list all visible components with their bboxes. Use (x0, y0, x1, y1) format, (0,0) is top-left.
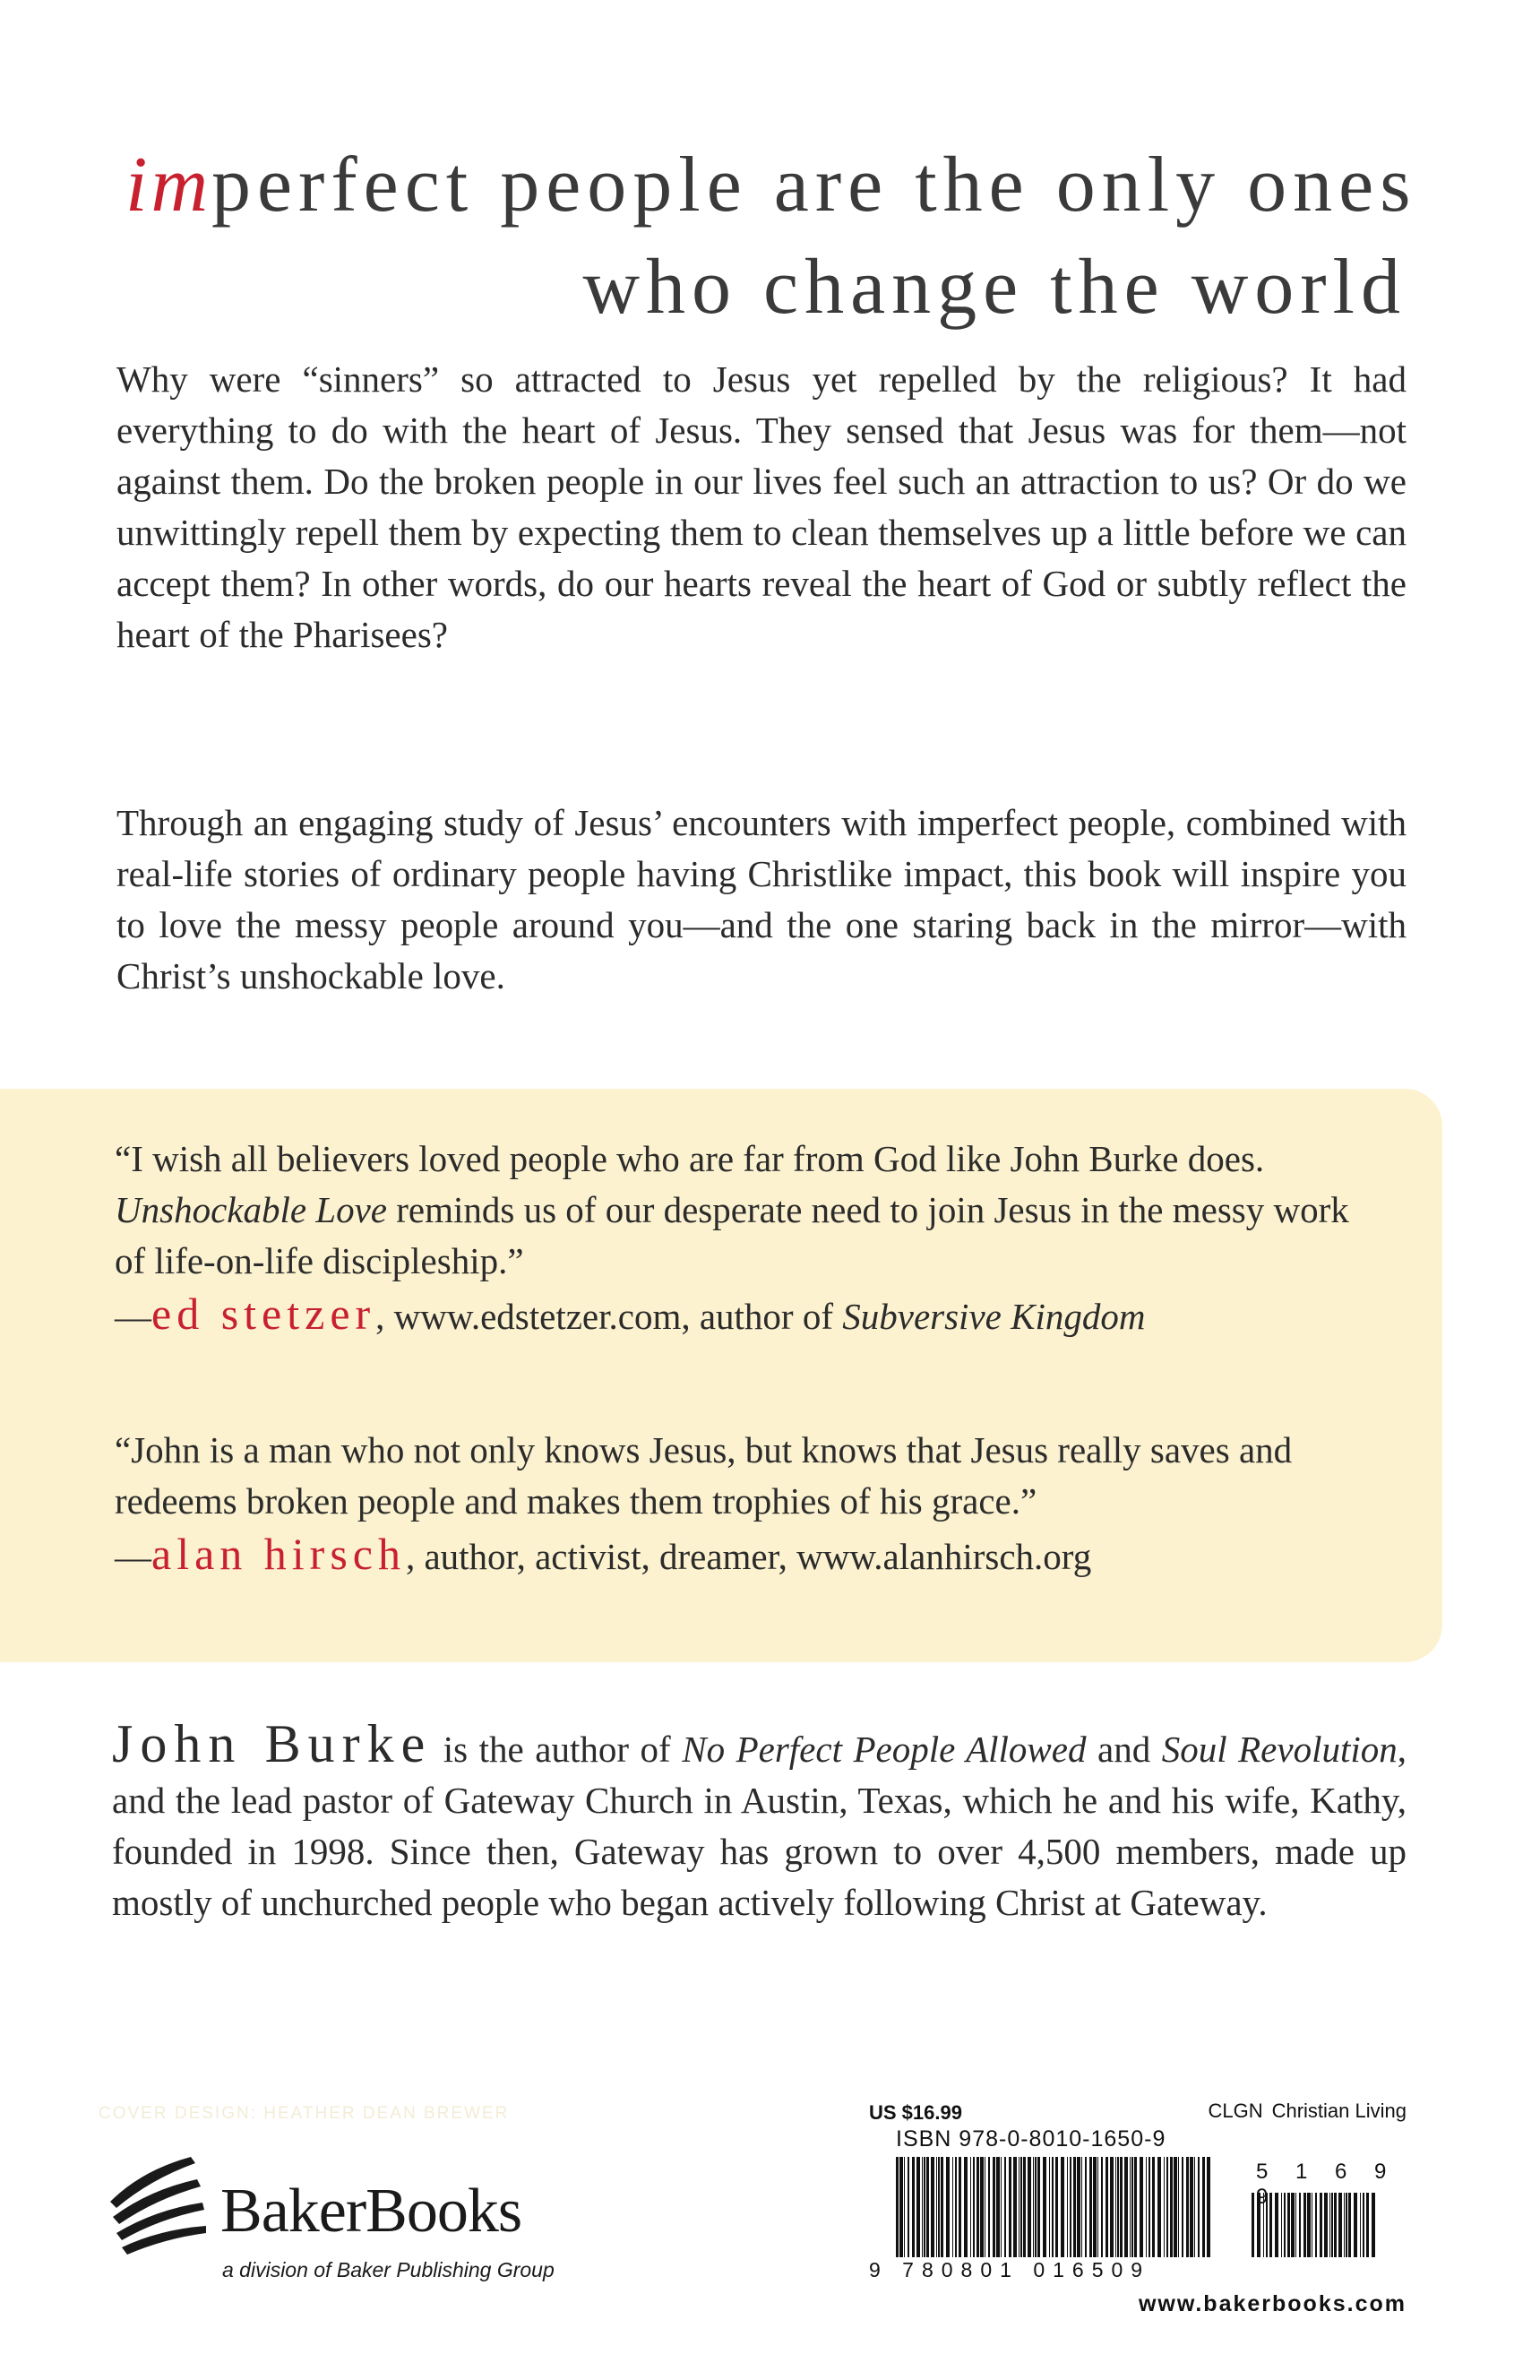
endorsement-2-quote: “John is a man who not only knows Jesus, but knows that Jesus really saves and redeems broken people and makes them trophies of his grace.” (115, 1429, 1293, 1522)
barcode-bar (1124, 2157, 1128, 2257)
barcode-bar (959, 2157, 961, 2257)
category-name: Christian Living (1271, 2100, 1407, 2122)
barcode-bar (1291, 2193, 1295, 2257)
bio-book-title: Soul Revolution (1161, 1729, 1398, 1770)
barcode-bar (1055, 2157, 1058, 2257)
barcode-bar (1186, 2157, 1189, 2257)
barcode-bar (916, 2157, 920, 2257)
barcode-bar (973, 2157, 975, 2257)
barcode-bar (1149, 2157, 1150, 2257)
headline-line-1-rest: perfect people are the only ones (211, 142, 1417, 229)
barcode-bar (1354, 2193, 1357, 2257)
barcode-bar (1275, 2193, 1278, 2257)
barcode-bar (1146, 2157, 1147, 2257)
barcode-bar (908, 2157, 909, 2257)
isbn-barcode (894, 2157, 1217, 2257)
barcode-bar (1070, 2157, 1071, 2257)
barcode-bar (1348, 2193, 1351, 2257)
barcode-bar (1033, 2157, 1034, 2257)
book-title: Unshockable Love (115, 1189, 387, 1230)
barcode-bar (1366, 2193, 1369, 2257)
barcode-bar (899, 2157, 903, 2257)
barcode-bar (1140, 2157, 1143, 2257)
barcode-bar (964, 2157, 968, 2257)
barcode-bar (976, 2157, 979, 2257)
headline-line-2: who change the world (582, 244, 1407, 331)
publisher-tagline: a division of Baker Publishing Group (222, 2258, 555, 2281)
barcode-bar (1202, 2157, 1205, 2257)
headline-line-1 (125, 134, 1417, 237)
endorser-name: ed stetzer (151, 1289, 376, 1339)
bio-text: , and the lead pastor of Gateway Church in Austin, Texas, which he and his wife, Kathy, founded in 1998. Since then, Gateway has grown to over 4,500 members, made up mostly of unchurched people who began actively following Christ at Gateway. (112, 1729, 1407, 1923)
barcode-bar (1198, 2157, 1200, 2257)
barcode-bar (1338, 2193, 1342, 2257)
description-paragraph-1: Why were “sinners” so attracted to Jesus yet repelled by the religious? It had everything to do with the heart of Jesus. They sensed that Jesus was for them—not against them. Do the broken people in our lives feel such an attraction to us? Or do we unwittingly repell them by expecting them to clean themselves up a little before we can accept them? In other words, do our hearts reveal the heart of God or subtly reflect the heart of the Pharisees? (116, 358, 1407, 655)
barcode-bar (1334, 2193, 1337, 2257)
barcode-bar (1093, 2157, 1097, 2257)
barcode-bar (1130, 2157, 1131, 2257)
addon-digits: 5 1 6 9 (1256, 2160, 1398, 2184)
barcode-bar (1281, 2193, 1282, 2257)
barcode-bar (1299, 2193, 1301, 2257)
publisher-website: www.bakerbooks.com (1138, 2291, 1407, 2316)
description-paragraph-2: Through an engaging study of Jesus’ encounters with imperfect people, combined with real-life stories of ordinary people having Christlike impact, this book will inspire you to love the messy people around you—and the one staring back in the mirror—with Christ’s unshockable love. (116, 802, 1407, 996)
barcode-bar (1266, 2193, 1268, 2257)
barcode-bar (1023, 2157, 1026, 2257)
bio-book-title: No Perfect People Allowed (682, 1729, 1087, 1770)
price-addon-barcode (1250, 2193, 1384, 2257)
endorsement-2 (115, 1425, 1387, 1583)
endorser-details: , www.edstetzer.com, author of (375, 1296, 843, 1337)
barcode-bar (1331, 2193, 1333, 2257)
barcode-bar (904, 2157, 905, 2257)
barcode-bar (926, 2157, 929, 2257)
barcode-bar (1081, 2157, 1082, 2257)
barcode-bar (1028, 2157, 1031, 2257)
barcode-bar (1166, 2157, 1168, 2257)
barcode-bar (1035, 2157, 1037, 2257)
barcode-bar (1085, 2157, 1087, 2257)
barcode-bar (980, 2157, 984, 2257)
barcode-bar (1303, 2193, 1306, 2257)
publisher-name: BakerBooks (220, 2177, 522, 2246)
barcode-bar (1115, 2157, 1116, 2257)
attribution-dash: — (115, 1296, 151, 1337)
endorsement-1 (115, 1134, 1387, 1343)
barcode-bar (955, 2157, 957, 2257)
barcode-bar (1329, 2193, 1330, 2257)
barcode-bar (970, 2157, 971, 2257)
barcode-bar (1077, 2157, 1080, 2257)
barcode-bar (1190, 2157, 1193, 2257)
barcode-bar (1194, 2157, 1195, 2257)
barcode-bar (1097, 2157, 1098, 2257)
category-label (1208, 2100, 1407, 2123)
barcode-bar (1101, 2157, 1103, 2257)
barcode-bar (1363, 2193, 1364, 2257)
barcode-bar (988, 2157, 990, 2257)
barcode-bar (1117, 2157, 1119, 2257)
author-bio (112, 1714, 1407, 1928)
endorsement-2-attribution (115, 1527, 1387, 1583)
barcode-bar (1307, 2193, 1311, 2257)
barcode-bar (946, 2157, 950, 2257)
barcode-bar (1131, 2157, 1133, 2257)
barcode-bar (1284, 2193, 1286, 2257)
quote-text: reminds us of our desperate need to join Jesus in the messy work of life-on-life discipleship.” (115, 1189, 1349, 1281)
barcode-bar (922, 2157, 923, 2257)
barcode-bar (1174, 2157, 1177, 2257)
barcode-bar (1182, 2157, 1183, 2257)
quote-text: “I wish all believers loved people who are far from God like John Burke does. (115, 1138, 1265, 1179)
bio-text: is the author of (432, 1729, 683, 1770)
barcode-bar (1324, 2193, 1328, 2257)
barcode-bar (1110, 2157, 1114, 2257)
barcode-bar (1295, 2193, 1296, 2257)
bio-text: and (1086, 1729, 1162, 1770)
barcode-bar (931, 2157, 934, 2257)
barcode-bar (1178, 2157, 1179, 2257)
barcode-bar (1252, 2193, 1254, 2257)
headline-red-prefix: im (125, 142, 211, 229)
endorsement-1-attribution (115, 1287, 1387, 1343)
barcode-bar (896, 2157, 899, 2257)
endorser-name: alan hirsch (151, 1529, 406, 1579)
barcode-bar (1049, 2157, 1050, 2257)
category-code: CLGN (1208, 2100, 1263, 2122)
barcode-bar (1001, 2157, 1002, 2257)
price-label: US $16.99 (869, 2101, 962, 2124)
headline (125, 134, 1417, 339)
barcode-bar (1320, 2193, 1322, 2257)
attribution-dash: — (115, 1536, 151, 1577)
barcode-bar (1344, 2193, 1345, 2257)
barcode-bar (936, 2157, 937, 2257)
barcode-bar (1020, 2157, 1022, 2257)
barcode-bar (1152, 2157, 1155, 2257)
barcode-bar (1073, 2157, 1076, 2257)
barcode-bar (1120, 2157, 1123, 2257)
barcode-bar (1372, 2193, 1375, 2257)
cover-design-credit: COVER DESIGN: HEATHER DEAN BREWER (99, 2104, 510, 2123)
barcode-bar (1360, 2193, 1361, 2257)
barcode-bar (1170, 2157, 1173, 2257)
barcode-digits: 9 780801 016509 (869, 2258, 1151, 2281)
barcode-bar (1263, 2193, 1264, 2257)
barcode-bar (1134, 2157, 1137, 2257)
barcode-bar (1207, 2157, 1210, 2257)
barcode-bar (1106, 2157, 1108, 2257)
barcode-bar (938, 2157, 940, 2257)
barcode-area (869, 2092, 1407, 2352)
barcode-bar (1009, 2157, 1011, 2257)
isbn-label: ISBN 978-0-8010-1650-9 (896, 2126, 1166, 2151)
endorser-details: , author, activist, dreamer, www.alanhirsch.org (405, 1536, 1092, 1577)
barcode-bar (952, 2157, 953, 2257)
barcode-bar (1067, 2157, 1068, 2257)
barcode-bar (1037, 2157, 1040, 2257)
barcode-bar (1164, 2157, 1165, 2257)
barcode-bar (941, 2157, 943, 2257)
barcode-bar (1043, 2157, 1046, 2257)
barcode-bar (1157, 2157, 1161, 2257)
barcode-bar (924, 2157, 925, 2257)
barcode-bar (912, 2157, 915, 2257)
endorsement-1-quote (115, 1134, 1387, 1287)
author-name: John Burke (112, 1714, 433, 1773)
endorser-book-title: Subversive Kingdom (842, 1296, 1146, 1337)
barcode-bar (1052, 2157, 1054, 2257)
barcode-bar (1061, 2157, 1064, 2257)
barcode-bar (1257, 2193, 1260, 2257)
barcode-bar (1089, 2157, 1092, 2257)
barcode-bar (1269, 2193, 1272, 2257)
barcode-bar (993, 2157, 995, 2257)
publisher-logo (106, 2142, 607, 2294)
baker-books-logo-icon (106, 2152, 213, 2260)
barcode-bar (1346, 2193, 1347, 2257)
barcode-bar (996, 2157, 1000, 2257)
barcode-bar (1315, 2193, 1317, 2257)
barcode-bar (1004, 2157, 1006, 2257)
barcode-bar (1013, 2157, 1017, 2257)
barcode-bar (1287, 2193, 1290, 2257)
